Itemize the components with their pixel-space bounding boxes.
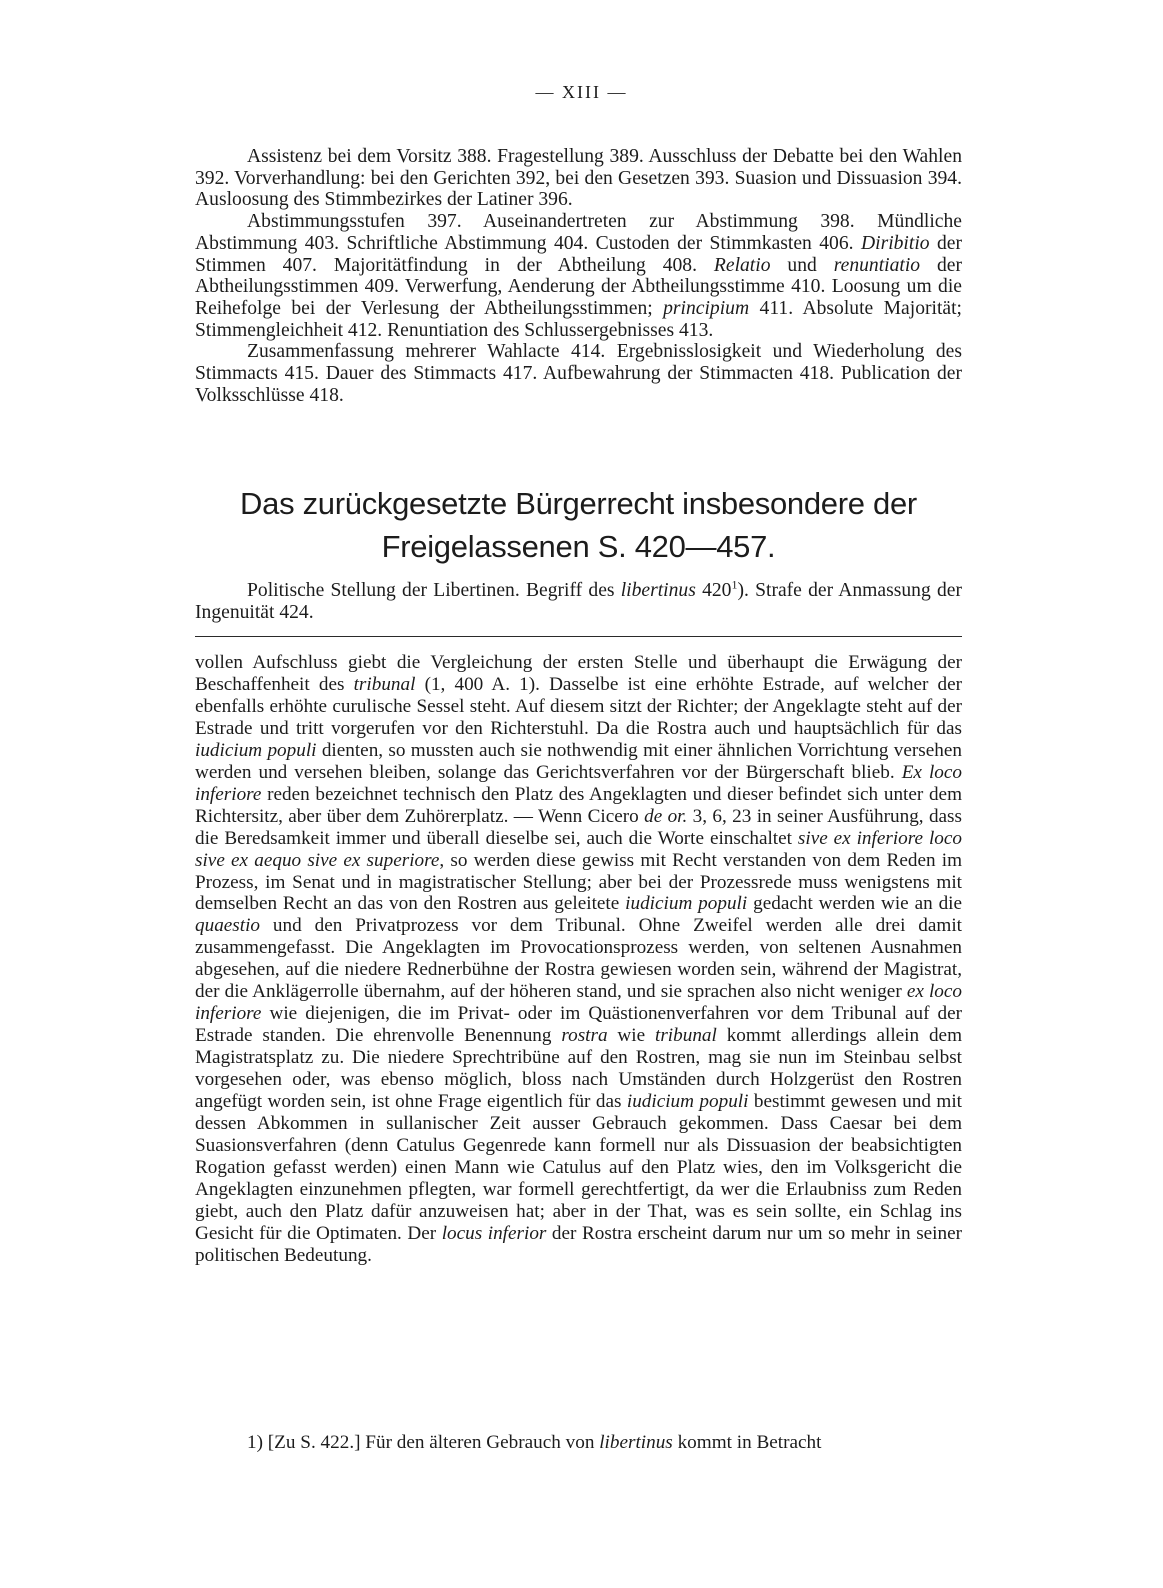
section-title: Das zurückgesetzte Bürgerrecht insbesondere der Freigelassenen S. 420—457.	[240, 486, 917, 564]
horizontal-rule	[195, 636, 962, 637]
table-of-contents	[195, 146, 962, 406]
body-text: vollen Aufschluss giebt die Vergleichung der ersten Stelle und überhaupt die Erwägung der Beschaffenheit des tribunal (1, 400 A. 1). Dasselbe ist eine erhöhte Estrade, auf welcher der ebenfalls erhöhte curulische Sessel steht. Auf diesem sitzt der Richter; der Angeklagte steht auf der Estrade und tritt vorgerufen vor den Richterstuhl. Da die Rostra auch und hauptsächlich für das iudicium populi dienten, so mussten auch sie nothwendig mit einer ähnlichen Vorrichtung versehen werden und versehen bleiben, solange das Gerichtsverfahren vor der Bürgerschaft blieb. Ex loco inferiore reden bezeichnet technisch den Platz des Angeklagten und dieser befindet sich unter dem Richtersitz, aber über dem Zuhörerplatz. — Wenn Cicero de or. 3, 6, 23 in seiner Ausführung, dass die Beredsamkeit immer und überall dieselbe sei, auch die Worte einschaltet sive ex inferiore loco sive ex aequo sive ex superiore, so werden diese gewiss mit Recht verstanden von dem Reden im Prozess, im Senat und in magistratischer Stellung; aber bei der Prozessrede muss wenigstens mit demselben Recht an das von den Rostren aus geleitete iudicium populi gedacht werden wie an die quaestio und den Privatprozess vor dem Tribunal. Ohne Zweifel werden alle drei damit zusammengefasst. Die Angeklagten im Provocationsprozess werden, von seltenen Ausnahmen abgesehen, auf die niedere Rednerbühne der Rostra gewiesen worden sein, während der Magistrat, der die Anklägerrolle übernahm, auf der höheren stand, und sie sprachen also nicht weniger ex loco inferiore wie diejenigen, die im Privat- oder im Quästionenverfahren vor dem Tribunal auf der Estrade standen. Die ehrenvolle Benennung rostra wie tribunal kommt allerdings allein dem Magistratsplatz zu. Die niedere Sprechtribüne auf den Rostren, mag sie nun im Steinbau selbst vorgesehen oder, was ebenso möglich, bloss nach Umständen durch Holzgerüst den Rostren angefügt worden sein, ist ohne Frage eigentlich für das iudicium populi bestimmt gewesen und mit dessen Abkommen in sullanischer Zeit ausser Gebrauch gekommen. Dass Caesar bei dem Suasionsverfahren (denn Catulus Gegenrede kann formell nur als Dissuasion der beabsichtigten Rogation gefasst werden) einen Mann wie Catulus auf den Platz wies, den im Volksgericht die Angeklagten einzunehmen pflegten, war formell gerechtfertigt, da wer die Erlaubniss zum Reden giebt, auch den Platz dafür anzuweisen hat; aber in der That, was es sein sollte, ein Schlag ins Gesicht für die Optimaten. Der locus inferior der Rostra erscheint darum nur um so mehr in seiner politischen Bedeutung.	[195, 652, 963, 1266]
section-summary: Politische Stellung der Libertinen. Begriff des libertinus $420^1$). Strafe der Anmassung der Ingenuität 424.	[195, 577, 962, 623]
toc-paragraph-3: Zusammenfassung mehrerer Wahlacte 414. Ergebnisslosigkeit und Wiederholung des Stimmacts 415. Dauer des Stimmacts 417. Aufbewahrung der Stimmacten 418. Publication der Volksschlüsse 418.	[195, 341, 962, 406]
footnote: 1) [Zu S. 422.] Für den älteren Gebrauch von libertinus kommt in Betracht	[247, 1432, 822, 1453]
toc-paragraph-2: Abstimmungsstufen 397. Auseinandertreten zur Abstimmung 398. Mündliche Abstimmung 403. Schriftliche Abstimmung 404. Custoden der Stimmkasten 406. Diribitio der Stimmen 407. Majoritätfindung in der Abtheilung 408. Relatio und renuntiatio der Abtheilungsstimmen 409. Verwerfung, Aenderung der Abtheilungsstimme 410. Loosung um die Reihefolge bei der Verlesung der Abtheilungsstimmen; principium 411. Absolute Majorität; Stimmengleichheit 412. Renuntiation des Schlussergebnisses 413.	[195, 211, 963, 341]
page-number: — XIII —	[535, 82, 628, 102]
toc-paragraph-1: Assistenz bei dem Vorsitz 388. Fragestellung 389. Ausschluss der Debatte bei den Wahlen 392. Vorverhandlung: bei den Gerichten 392, bei den Gesetzen 393. Suasion und Dissuasion 394. Ausloosung des Stimmbezirkes der Latiner 396.	[195, 146, 962, 211]
